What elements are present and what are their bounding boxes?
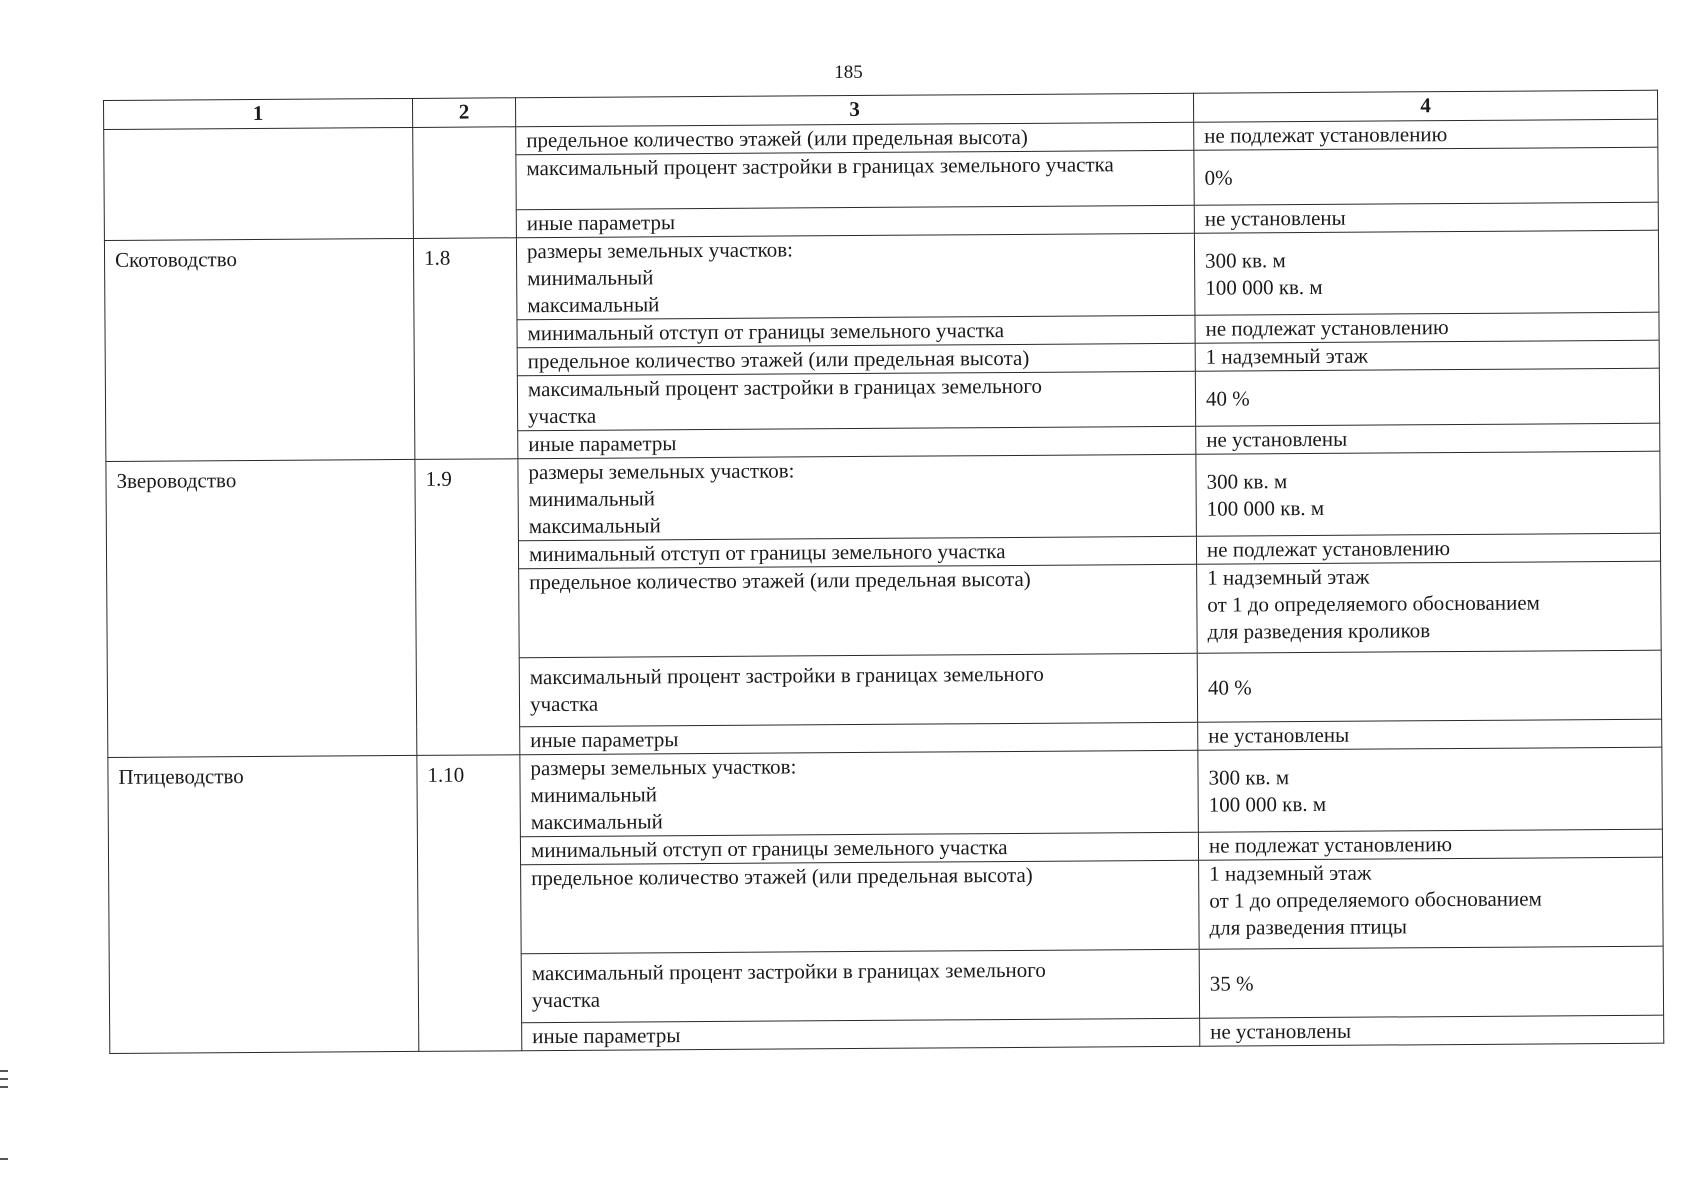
param-cell: предельное количество этажей (или предельная высота): [521, 860, 1200, 953]
param-cell: иные параметры: [522, 1018, 1200, 1050]
value-cell: [1197, 561, 1662, 653]
category-code: 1.10: [417, 755, 522, 1052]
value-line: для разведения кроликов: [1207, 618, 1431, 644]
category-name: Птицеводство: [108, 755, 419, 1053]
value-line: 300 кв. м: [1208, 764, 1290, 790]
document-sheet: [103, 90, 1663, 1054]
value-cell: 40 %: [1197, 650, 1661, 722]
param-line: минимальный: [527, 265, 654, 291]
value-cell: 0%: [1194, 147, 1658, 205]
param-cell: [521, 949, 1199, 1022]
param-line: максимальный: [530, 809, 663, 835]
page-number: 185: [834, 62, 863, 83]
value-cell: 1 надземный этаж: [1195, 340, 1659, 371]
value-cell: не установлены: [1198, 719, 1662, 750]
param-line: максимальный процент застройки в границах земельного: [531, 957, 1046, 986]
value-line: для разведения птицы: [1209, 914, 1408, 940]
param-cell: иные параметры: [520, 722, 1198, 754]
scan-mark: [0, 1070, 8, 1072]
scan-mark: [0, 1158, 8, 1160]
value-cell: 35 %: [1199, 946, 1663, 1018]
value-cell: не подлежат установлению: [1196, 533, 1660, 564]
param-line: участка: [531, 987, 601, 1013]
value-cell: не установлены: [1194, 202, 1658, 233]
scan-mark: [0, 1078, 8, 1080]
value-cell: [1196, 451, 1661, 536]
header-col-3: 3: [515, 93, 1193, 126]
param-cell: иные параметры: [516, 205, 1194, 237]
value-line: 1 надземный этаж: [1209, 860, 1372, 886]
param-line: максимальный процент застройки в границах земельного: [529, 661, 1044, 690]
table-row: [108, 747, 1663, 839]
category-name: Звероводство: [106, 459, 417, 757]
value-line: 100 000 кв. м: [1208, 791, 1327, 817]
code-cell-empty: [413, 127, 517, 239]
param-cell: предельное количество этажей (или предельная высота): [517, 343, 1195, 375]
value-line: 100 000 кв. м: [1205, 274, 1323, 300]
param-line: минимальный: [528, 486, 656, 512]
param-line: размеры земельных участков:: [528, 458, 795, 485]
param-line: участка: [529, 691, 599, 717]
param-cell: иные параметры: [518, 426, 1196, 458]
param-cell: минимальный отступ от границы земельного участка: [517, 315, 1195, 347]
category-code: 1.9: [415, 459, 520, 756]
value-cell: не установлены: [1200, 1015, 1664, 1046]
category-name: Скотоводство: [104, 238, 414, 461]
param-line: максимальный процент застройки в границах земельного: [527, 373, 1043, 402]
value-line: 1 надземный этаж: [1207, 564, 1370, 590]
scan-mark: [0, 1086, 8, 1088]
table-row: [104, 230, 1659, 322]
param-cell: максимальный процент застройки в границах земельного участка: [516, 150, 1194, 209]
param-line: размеры земельных участков:: [530, 754, 797, 781]
header-col-1: 1: [104, 98, 413, 129]
value-line: от 1 до определяемого обоснованием: [1207, 590, 1540, 617]
header-col-2: 2: [412, 98, 515, 128]
param-line: максимальный: [527, 292, 660, 318]
value-cell: [1199, 857, 1664, 949]
param-line: участка: [528, 403, 597, 429]
value-cell: не подлежат установлению: [1198, 829, 1662, 860]
value-cell: 40 %: [1195, 368, 1659, 426]
land-use-parameters-table: [103, 90, 1664, 1054]
param-cell: [516, 233, 1195, 319]
value-line: 300 кв. м: [1206, 468, 1288, 494]
param-cell: минимальный отступ от границы земельного участка: [520, 832, 1198, 864]
param-cell: [519, 653, 1197, 726]
param-cell: [517, 371, 1195, 430]
param-line: размеры земельных участков:: [526, 237, 794, 264]
param-cell: предельное количество этажей (или предельная высота): [516, 122, 1194, 154]
value-line: от 1 до определяемого обоснованием: [1209, 886, 1542, 913]
category-cell-empty: [104, 127, 414, 240]
value-cell: не подлежат установлению: [1194, 119, 1658, 150]
value-line: 100 000 кв. м: [1206, 495, 1325, 521]
scan-edge-marks: [0, 1070, 10, 1166]
header-col-4: 4: [1193, 90, 1657, 122]
table-row: [106, 451, 1661, 543]
param-line: максимальный: [528, 513, 661, 539]
category-code: 1.8: [413, 238, 517, 460]
param-cell: предельное количество этажей (или предельная высота): [519, 564, 1198, 657]
value-cell: [1194, 230, 1659, 315]
param-line: минимальный: [530, 782, 658, 808]
param-cell: минимальный отступ от границы земельного участка: [518, 536, 1196, 568]
value-cell: не установлены: [1196, 423, 1660, 454]
value-cell: не подлежат установлению: [1195, 312, 1659, 343]
param-cell: [520, 750, 1199, 836]
param-cell: [518, 454, 1197, 540]
value-cell: [1198, 747, 1663, 832]
value-line: 300 кв. м: [1205, 247, 1286, 273]
